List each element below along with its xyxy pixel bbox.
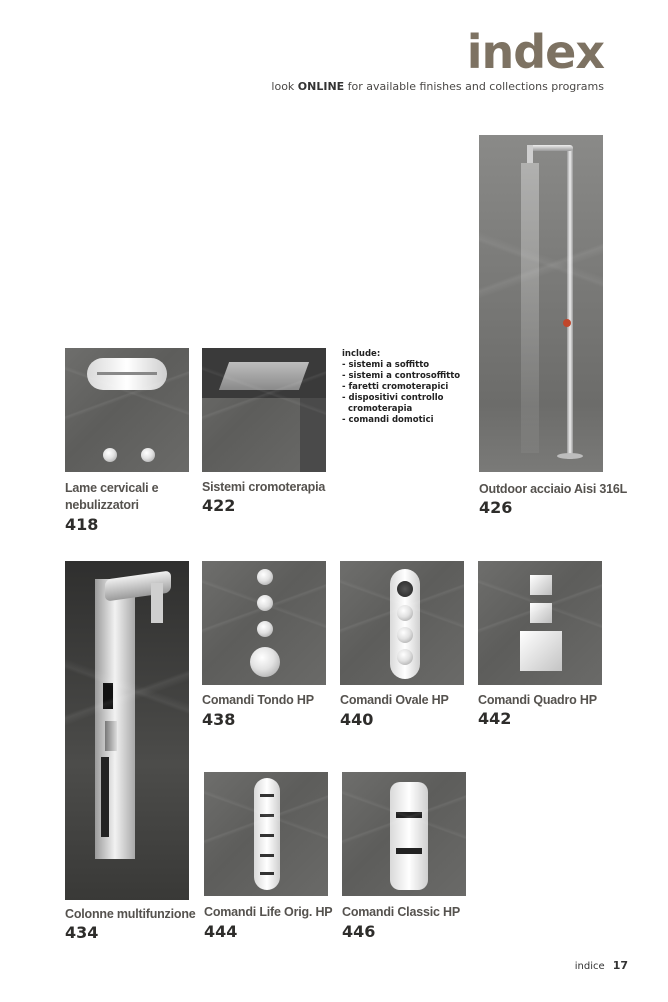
comandi-tondo-photo[interactable]	[202, 561, 326, 685]
include-note	[342, 349, 460, 426]
comandi-quadro-photo[interactable]	[478, 561, 602, 685]
caption-line: nebulizzatori	[65, 498, 139, 512]
subtitle-suffix: for available finishes and collections programs	[344, 80, 604, 93]
include-item: - comandi domotici	[342, 415, 434, 425]
comandi-tondo-page[interactable]: 438	[202, 710, 236, 729]
comandi-quadro-page[interactable]: 442	[478, 709, 512, 728]
sistemi-cromoterapia-title: Sistemi cromoterapia	[202, 480, 326, 494]
sistemi-cromoterapia-photo[interactable]	[202, 348, 326, 472]
comandi-life-title: Comandi Life Orig. HP	[204, 905, 333, 919]
subtitle-online: ONLINE	[297, 80, 345, 93]
comandi-life-photo[interactable]	[204, 772, 328, 896]
outdoor-shower-photo[interactable]	[479, 135, 603, 472]
outdoor-acciaio-title: Outdoor acciaio Aisi 316L	[479, 482, 628, 496]
comandi-classic-title: Comandi Classic HP	[342, 905, 460, 919]
subtitle-prefix: look	[271, 80, 298, 93]
lame-cervicali-title	[65, 480, 158, 514]
sistemi-cromoterapia-page[interactable]: 422	[202, 496, 236, 515]
colonne-multifunzione-page[interactable]: 434	[65, 923, 99, 942]
include-item: cromoterapia	[348, 404, 413, 414]
outdoor-acciaio-page[interactable]: 426	[479, 498, 513, 517]
footer-page-number: 17	[612, 959, 628, 972]
include-heading: include:	[342, 349, 381, 359]
lame-cervicali-page[interactable]: 418	[65, 515, 99, 534]
comandi-quadro-title: Comandi Quadro HP	[478, 693, 597, 707]
caption-line: Lame cervicali e	[65, 481, 159, 495]
colonne-multifunzione-photo[interactable]	[65, 561, 189, 900]
lame-cervicali-photo[interactable]	[65, 348, 189, 472]
include-item: - sistemi a controsoffitto	[342, 371, 461, 381]
comandi-life-page[interactable]: 444	[204, 922, 238, 941]
page-subtitle	[271, 80, 604, 93]
include-item: - sistemi a soffitto	[342, 360, 430, 370]
colonne-multifunzione-title: Colonne multifunzione	[65, 907, 196, 921]
footer-label: indice	[574, 961, 605, 972]
comandi-ovale-title: Comandi Ovale HP	[340, 693, 449, 707]
include-item: - faretti cromoterapici	[342, 382, 449, 392]
comandi-ovale-page[interactable]: 440	[340, 710, 374, 729]
include-item: - dispositivi controllo	[342, 393, 444, 403]
comandi-ovale-photo[interactable]	[340, 561, 464, 685]
comandi-classic-page[interactable]: 446	[342, 922, 376, 941]
comandi-classic-photo[interactable]	[342, 772, 466, 896]
page-title: index	[466, 25, 604, 79]
page-footer	[575, 959, 628, 972]
comandi-tondo-title: Comandi Tondo HP	[202, 693, 314, 707]
